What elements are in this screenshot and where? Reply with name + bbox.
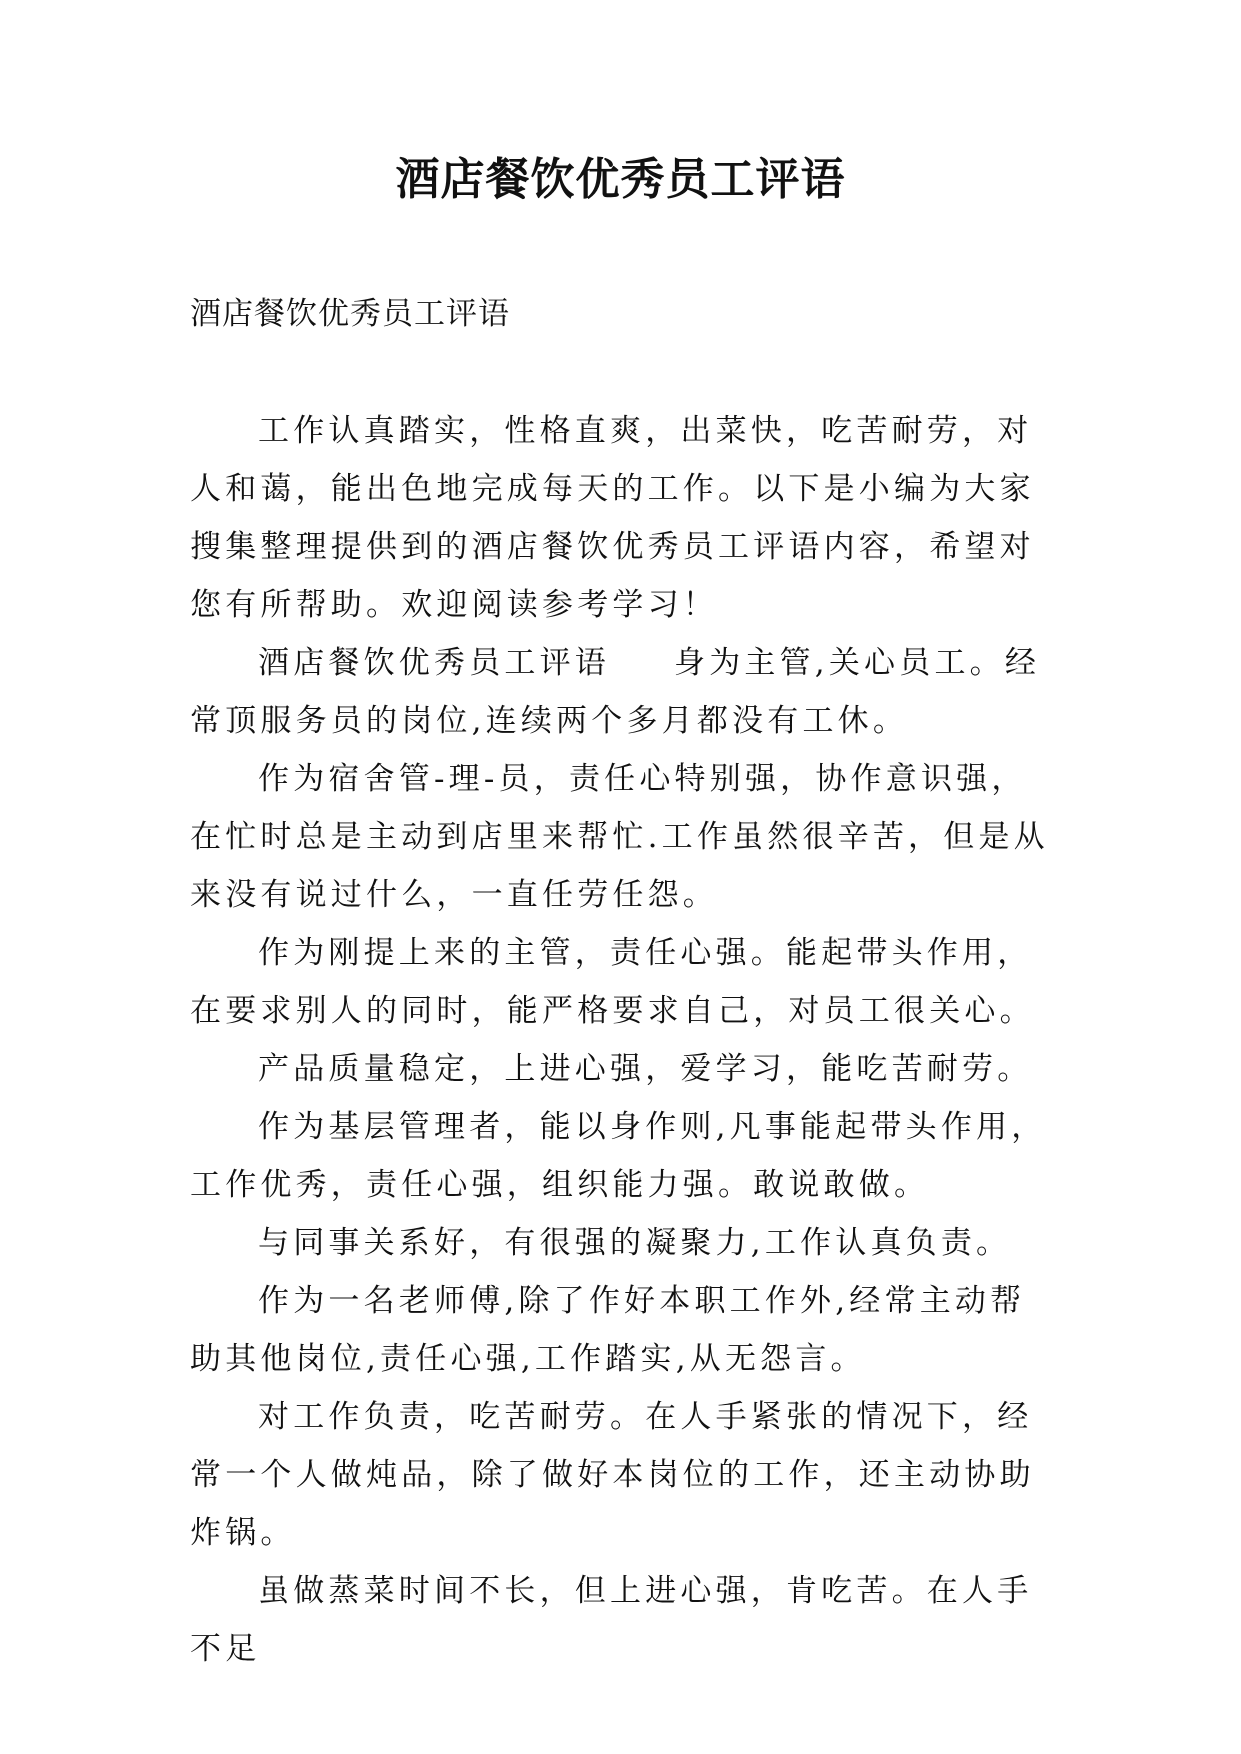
paragraph-intro: 工作认真踏实，性格直爽，出菜快，吃苦耐劳，对人和蔼，能出色地完成每天的工作。以下是小编为大家搜集整理提供到的酒店餐饮优秀员工评语内容，希望对您有所帮助。欢迎阅读参考学习！ [190,413,1035,623]
paragraph: 作为刚提上来的主管，责任心强。能起带头作用，在要求别人的同时，能严格要求自己，对员工很关心。 [190,935,1035,1029]
document-body [190,402,1060,1678]
paragraph: 与同事关系好，有很强的凝聚力,工作认真负责。 [258,1225,1012,1261]
paragraph: 作为基层管理者，能以身作则,凡事能起带头作用，工作优秀，责任心强，组织能力强。敢说敢做。 [190,1109,1047,1203]
document-title: 酒店餐饮优秀员工评语 [395,154,846,205]
paragraph: 产品质量稳定，上进心强，爱学习，能吃苦耐劳。 [258,1051,1033,1087]
paragraph: 作为宿舍管-理-员，责任心特别强，协作意识强，在忙时总是主动到店里来帮忙.工作虽然很辛苦，但是从来没有说过什么，一直任劳任怨。 [190,761,1049,913]
inline-heading: 酒店餐饮优秀员工评语 [258,645,610,681]
paragraph: 作为一名老师傅,除了作好本职工作外,经常主动帮助其他岗位,责任心强,工作踏实,从无怨言。 [190,1283,1026,1377]
paragraph-text: 身为主管,关心员工。经常顶服务员的岗位,连续两个多月都没有工休。 [190,645,1041,739]
paragraph: 虽做蒸菜时间不长，但上进心强，肯吃苦。在人手不足 [190,1573,1033,1667]
document-subtitle: 酒店餐饮优秀员工评语 [190,296,510,332]
paragraph-with-heading [190,634,1060,750]
paragraph: 对工作负责，吃苦耐劳。在人手紧张的情况下，经常一个人做炖品，除了做好本岗位的工作，还主动协助炸锅。 [190,1399,1035,1551]
